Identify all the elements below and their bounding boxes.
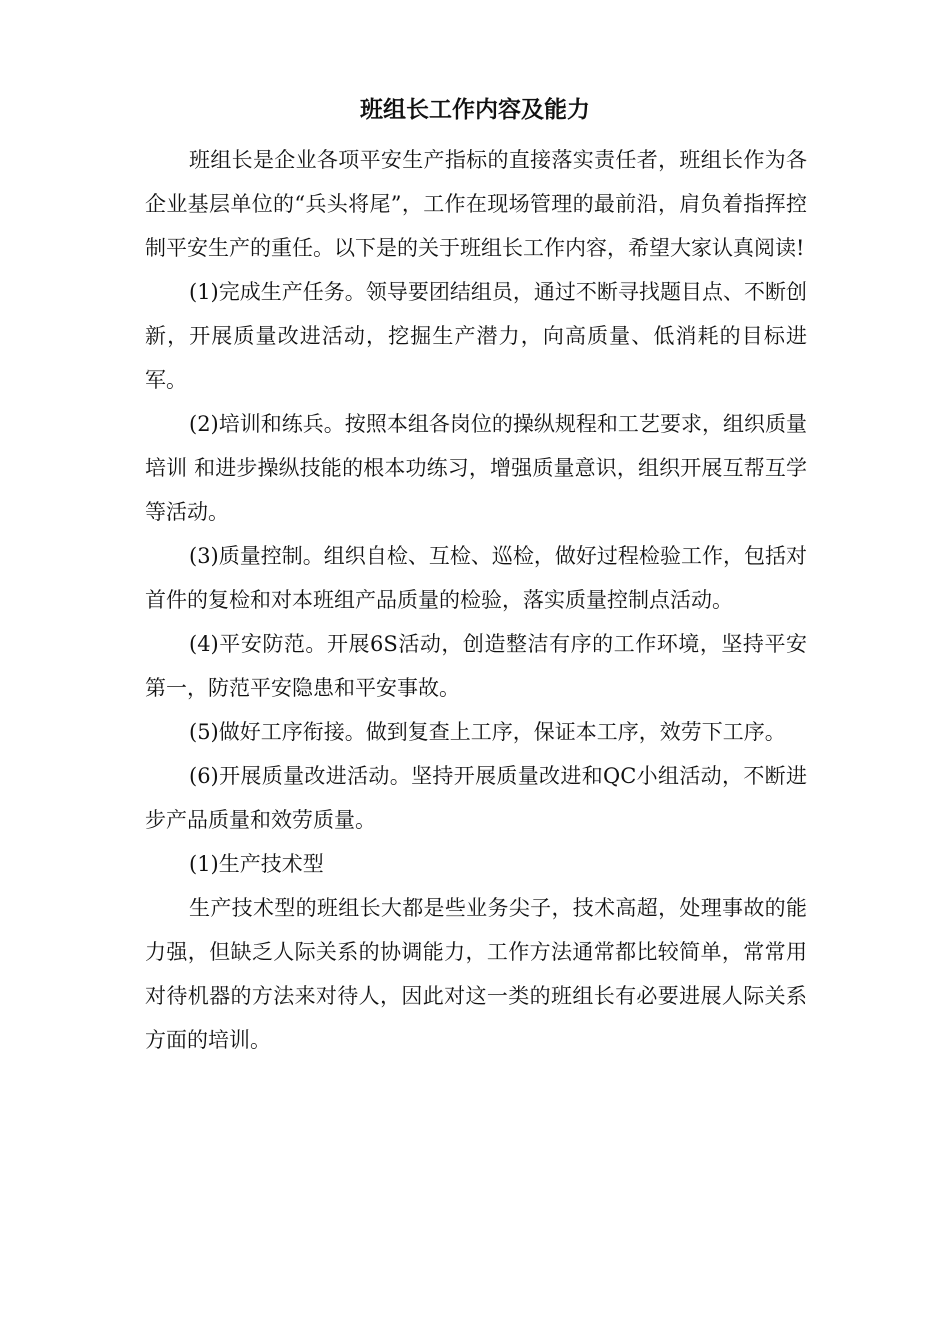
paragraph-item-6: (6)开展质量改进活动。坚持开展质量改进和QC小组活动，不断进步产品质量和效劳质量。 [145,764,807,832]
paragraph-intro: 班组长是企业各项平安生产指标的直接落实责任者，班组长作为各企业基层单位的“兵头将尾”，工作在现场管理的最前沿，肩负着指挥控制平安生产的重任。以下是的关于班组长工作内容，希望大家认真阅读! [145,148,807,260]
document-title: 班组长工作内容及能力 [360,96,590,123]
document-body [145,138,807,1062]
paragraph-item-1: (1)完成生产任务。领导要团结组员，通过不断寻找题目点、不断创新，开展质量改进活动，挖掘生产潜力，向高质量、低消耗的目标进军。 [145,280,807,392]
paragraph-item-4: (4)平安防范。开展6S活动，创造整洁有序的工作环境，坚持平安第一，防范平安隐患和平安事故。 [145,632,807,700]
paragraph-technical-type: 生产技术型的班组长大都是些业务尖子，技术高超，处理事故的能力强，但缺乏人际关系的协调能力，工作方法通常都比较简单，常常用对待机器的方法来对待人，因此对这一类的班组长有必要进展人际关系方面的培训。 [145,896,807,1052]
section-heading-technical-type: (1)生产技术型 [189,852,324,876]
paragraph-item-5: (5)做好工序衔接。做到复查上工序，保证本工序，效劳下工序。 [189,720,786,744]
paragraph-item-2: (2)培训和练兵。按照本组各岗位的操纵规程和工艺要求，组织质量培训 和进步操纵技能的根本功练习，增强质量意识，组织开展互帮互学等活动。 [145,412,807,524]
paragraph-item-3: (3)质量控制。组织自检、互检、巡检，做好过程检验工作，包括对首件的复检和对本班组产品质量的检验，落实质量控制点活动。 [145,544,807,612]
